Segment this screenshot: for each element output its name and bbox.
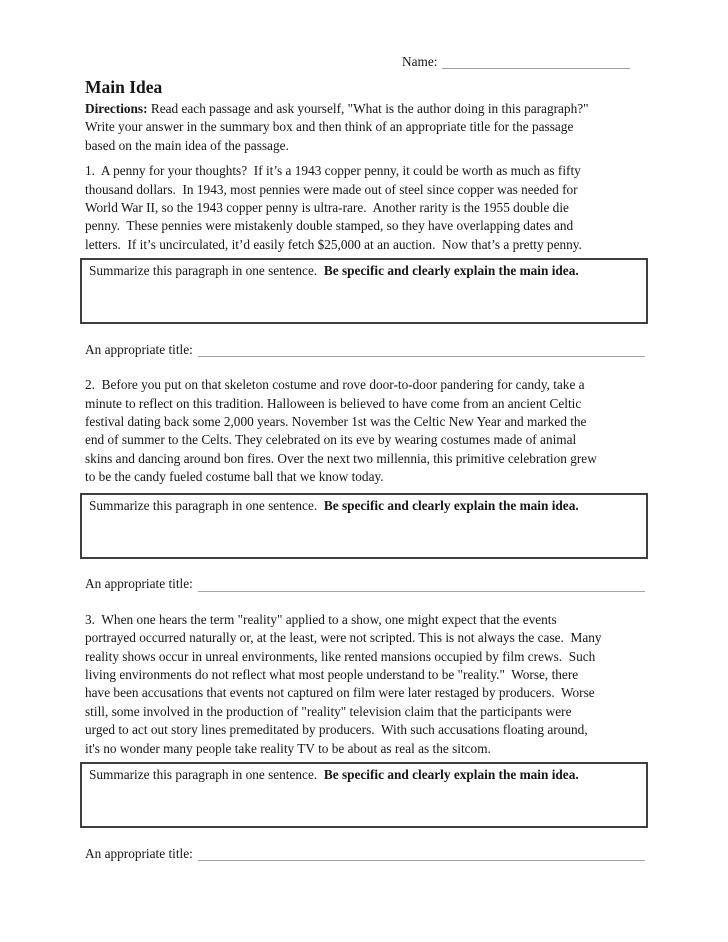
passage-line: have been accusations that events not captured on film were later restaged by producers. Worse bbox=[85, 685, 595, 701]
summary-box[interactable] bbox=[80, 493, 648, 559]
directions-line: based on the main idea of the passage. bbox=[85, 137, 289, 153]
passage-line: living environments do not reflect what most people understand to be "reality." Worse, there bbox=[85, 666, 579, 682]
summary-box[interactable] bbox=[80, 258, 648, 324]
title-field bbox=[85, 339, 645, 359]
title-prompt: An appropriate title: bbox=[85, 576, 193, 592]
passage bbox=[85, 376, 645, 486]
directions bbox=[85, 100, 645, 155]
passage-line: festival dating back some 2,000 years. November 1st was the Celtic New Year and marked the bbox=[85, 414, 587, 430]
summary-box[interactable] bbox=[80, 762, 648, 828]
passage-line: skins and dancing around bon fires. Over the next two millennia, this primitive celebration grew bbox=[85, 450, 597, 466]
directions-line bbox=[85, 100, 645, 118]
directions-text: Read each passage and ask yourself, "What is the author doing in this paragraph?" bbox=[147, 101, 589, 116]
summary-prompt-bold: Be specific and clearly explain the main idea. bbox=[323, 497, 579, 513]
passage-line: portrayed occurred naturally or, at the least, were not scripted. This is not always the case. Many bbox=[85, 630, 602, 646]
directions-label: Directions: bbox=[85, 101, 148, 116]
passage-line: urged to act out story lines premeditated by producers. With such accusations floating around, bbox=[85, 722, 588, 738]
passage bbox=[85, 162, 645, 254]
passage-line: 1. A penny for your thoughts? If it’s a 1943 copper penny, it could be worth as much as fifty bbox=[85, 163, 581, 179]
page-title: Main Idea bbox=[85, 77, 163, 97]
name-label: Name: bbox=[402, 53, 438, 69]
title-blank-line[interactable] bbox=[198, 591, 645, 592]
summary-prompt-normal: Summarize this paragraph in one sentence. bbox=[89, 263, 324, 279]
summary-prompt-normal: Summarize this paragraph in one sentence. bbox=[89, 766, 324, 782]
summary-prompt bbox=[89, 766, 639, 784]
summary-prompt-bold: Be specific and clearly explain the main idea. bbox=[323, 263, 579, 279]
passage-line: end of summer to the Celts. They celebrated on its eve by wearing costumes made of animal bbox=[85, 432, 577, 448]
summary-prompt bbox=[89, 262, 639, 280]
passage-line: it's no wonder many people take reality TV to be about as real as the sitcom. bbox=[85, 740, 491, 756]
title-field bbox=[85, 574, 645, 594]
passage-line: thousand dollars. In 1943, most pennies were made out of steel since copper was needed for bbox=[85, 181, 578, 197]
passage-line: minute to reflect on this tradition. Halloween is believed to have come from an ancient Celtic bbox=[85, 395, 582, 411]
summary-prompt bbox=[89, 497, 639, 515]
summary-prompt-bold: Be specific and clearly explain the main idea. bbox=[323, 766, 579, 782]
passage-line: 3. When one hears the term "reality" applied to a show, one might expect that the events bbox=[85, 611, 557, 627]
passage-line: still, some involved in the production of "reality" television claim that the participants were bbox=[85, 703, 572, 719]
directions-line: Write your answer in the summary box and then think of an appropriate title for the passage bbox=[85, 119, 574, 135]
passage-line: penny. These pennies were mistakenly double stamped, so they have overlapping dates and bbox=[85, 218, 574, 234]
page-content bbox=[85, 0, 645, 863]
passage-line: 2. Before you put on that skeleton costume and rove door-to-door pandering for candy, take a bbox=[85, 377, 585, 393]
title-blank-line[interactable] bbox=[198, 860, 645, 861]
title-blank-line[interactable] bbox=[198, 356, 645, 357]
passage-line: to be the candy fueled costume ball that we know today. bbox=[85, 469, 384, 485]
title-prompt: An appropriate title: bbox=[85, 845, 193, 861]
name-blank-line[interactable] bbox=[442, 68, 630, 69]
title-prompt: An appropriate title: bbox=[85, 341, 193, 357]
passage-line: reality shows occur in unreal environments, like rented mansions occupied by film crews. Such bbox=[85, 648, 596, 664]
passage-line: World War II, so the 1943 copper penny is ultra-rare. Another rarity is the 1955 double die bbox=[85, 200, 569, 216]
passage bbox=[85, 611, 645, 758]
title-field bbox=[85, 843, 645, 863]
passage-line: letters. If it’s uncirculated, it’d easily fetch $25,000 at an auction. Now that’s a pretty penny. bbox=[85, 236, 582, 252]
summary-prompt-normal: Summarize this paragraph in one sentence. bbox=[89, 497, 324, 513]
name-field bbox=[402, 52, 630, 71]
